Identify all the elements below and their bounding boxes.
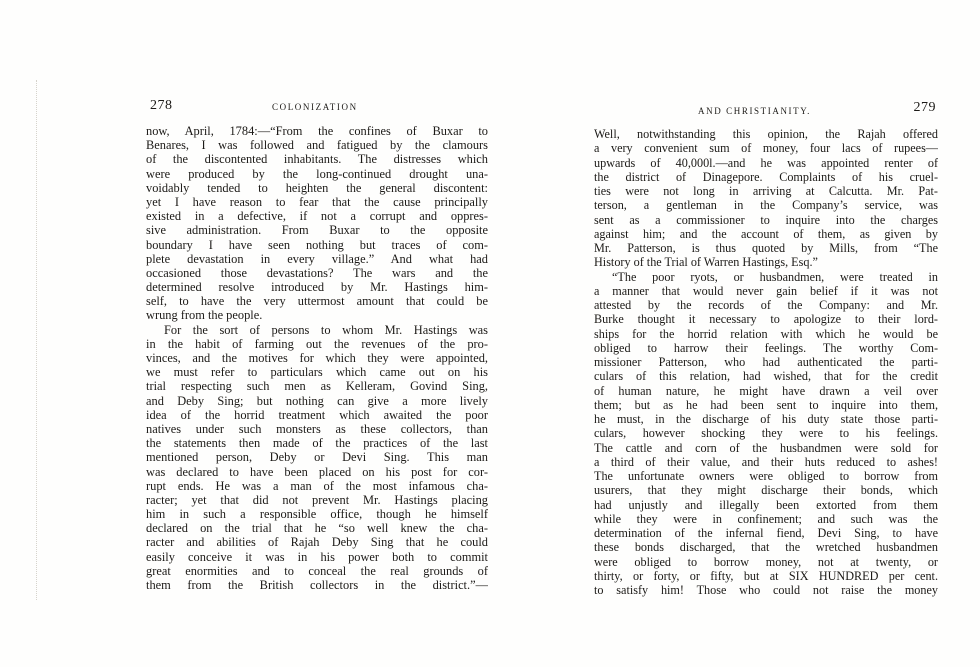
text-line: culars, however shocking they were to his feelings.: [594, 426, 938, 441]
text-line: History of the Trial of Warren Hastings, Esq.”: [594, 255, 818, 270]
text-line: of the discontented inhabitants. The distresses which: [146, 152, 488, 167]
text-line: vinces, and the motives for which they were appointed,: [146, 351, 488, 365]
text-line: against him; and the account of them, as given by: [594, 226, 938, 241]
text-line: of human nature, he might have drawn a veil over: [594, 383, 938, 398]
page-number: 278: [150, 98, 173, 113]
text-line: trial respecting such men as Kelleram, Govind Sing,: [146, 379, 488, 394]
text-line: sent as a commissioner to inquire into the charges: [594, 212, 938, 227]
text-line: The unfortunate owners were obliged to borrow from: [594, 469, 938, 483]
text-line: mentioned person, Deby or Devi Sing. This man: [146, 450, 488, 465]
text-line: was declared to have been placed on his post for cor-: [146, 464, 488, 479]
text-line: wrung from the people.: [146, 308, 263, 323]
page-number: 279: [913, 100, 936, 115]
text-line: them; but as he had been sent to inquire into them,: [594, 397, 938, 412]
text-line: “The poor ryots, or husbandmen, were treated in: [612, 269, 938, 284]
text-line: and Deby Sing; but nothing can give a more lively: [146, 393, 488, 408]
text-line: him in such a responsible office, though he himself: [146, 507, 488, 522]
text-line: we must refer to particulars which came out on his: [146, 365, 488, 380]
text-line: self, to have the very uttermost amount that could be: [146, 294, 488, 309]
text-line: upwards of 40,000l.—and he was appointed renter of: [594, 155, 938, 170]
text-line: great enormities and to conceal the real grounds of: [146, 563, 488, 578]
text-line: a third of their value, and their huts reduced to ashes!: [594, 454, 938, 469]
text-line: existed in a defective, if not a corrupt and oppres-: [146, 209, 488, 224]
text-line: ties were not long in arriving at Calcutta. Mr. Pat-: [594, 184, 938, 198]
text-line: rupt ends. He was a man of the most infamous cha-: [146, 478, 488, 493]
text-line: obliged to harrow their feelings. The worthy Com-: [594, 340, 938, 355]
text-line: these bonds discharged, that the wretched husbandmen: [594, 540, 938, 555]
text-line: the district of Dinagepore. Complaints of his cruel-: [594, 169, 938, 184]
text-line: ships for the horrid relation with which he would be: [594, 326, 938, 341]
text-line: were produced by the long-continued drought una-: [146, 166, 488, 181]
text-line: in the habit of farming out the revenues of the pro-: [146, 336, 488, 351]
text-line: racter; yet that did not prevent Mr. Hastings placing: [146, 492, 488, 507]
left-page-header: [146, 98, 488, 114]
text-line: yet I have reason to fear that the cause principally: [146, 194, 488, 209]
text-line: attested by the records of the Company: and Mr.: [594, 298, 938, 312]
text-line: usurers, that they might discharge their bonds, which: [594, 483, 938, 498]
text-line: had unjustly and illegally been extorted from them: [594, 497, 938, 512]
text-line: boundary I have seen nothing but traces of com-: [146, 237, 488, 252]
text-line: the statements then made of the practices of the last: [146, 436, 488, 451]
text-line: sive administration. From Buxar to the opposite: [146, 223, 488, 238]
text-line: Mr. Patterson, is thus quoted by Mills, from “The: [594, 241, 938, 255]
text-line: idea of the horrid treatment which awaited the poor: [146, 407, 488, 422]
text-line: culars of this relation, had wished, that for the credit: [594, 369, 938, 384]
text-line: declared on the trial that he “so well knew the cha-: [146, 521, 488, 536]
text-line: Burke thought it necessary to apologize to their lord-: [594, 312, 938, 327]
text-line: Benares, I was followed and fatigued by the clamours: [146, 138, 488, 153]
text-line: natives under such monsters as these collectors, than: [146, 421, 488, 436]
text-line: Well, notwithstanding this opinion, the Rajah offered: [594, 127, 938, 141]
text-line: determined resolve introduced by Mr. Hastings him-: [146, 280, 488, 295]
text-line: occasioned those devastations? The wars and the: [146, 265, 488, 280]
text-line: missioner Patterson, who had authenticated the parti-: [594, 355, 938, 369]
text-line: thirty, or forty, or fifty, but at SIX HUNDRED per cent.: [594, 568, 938, 583]
right-page-header: [594, 98, 938, 114]
left-page-body: [146, 124, 488, 592]
text-line: determination of the infernal fiend, Devi Sing, to have: [594, 526, 938, 540]
text-line: terson, a gentleman in the Company’s service, was: [594, 198, 938, 213]
text-line: a very convenient sum of money, four lacs of rupees—: [594, 141, 938, 156]
text-line: were obliged to borrow money, not at twenty, or: [594, 554, 938, 569]
text-line: For the sort of persons to whom Mr. Hastings was: [164, 322, 488, 337]
running-head: COLONIZATION: [272, 102, 358, 112]
text-line: a manner that would never gain belief if it was not: [594, 283, 938, 298]
text-line: The cattle and corn of the husbandmen were sold for: [594, 440, 938, 455]
text-line: he must, in the discharge of his duty state those parti-: [594, 412, 938, 426]
text-line: racter and abilities of Rajah Deby Sing that he could: [146, 535, 488, 550]
running-head: AND CHRISTIANITY.: [698, 106, 812, 116]
text-line: plete devastation in every village.” And what had: [146, 251, 488, 266]
right-page-body: [594, 127, 938, 597]
text-line: to satisfy him! Those who could not raise the money: [594, 583, 938, 597]
text-line: while they were in confinement; and such was the: [594, 511, 938, 526]
text-line: easily conceive it was in his power both to commit: [146, 549, 488, 564]
text-line: voidably tended to heighten the general discontent:: [146, 180, 488, 195]
margin-bleed-marks: [36, 80, 43, 600]
text-line: now, April, 1784:—“From the confines of Buxar to: [146, 124, 488, 138]
text-line: them from the British collectors in the district.”—: [146, 578, 488, 592]
